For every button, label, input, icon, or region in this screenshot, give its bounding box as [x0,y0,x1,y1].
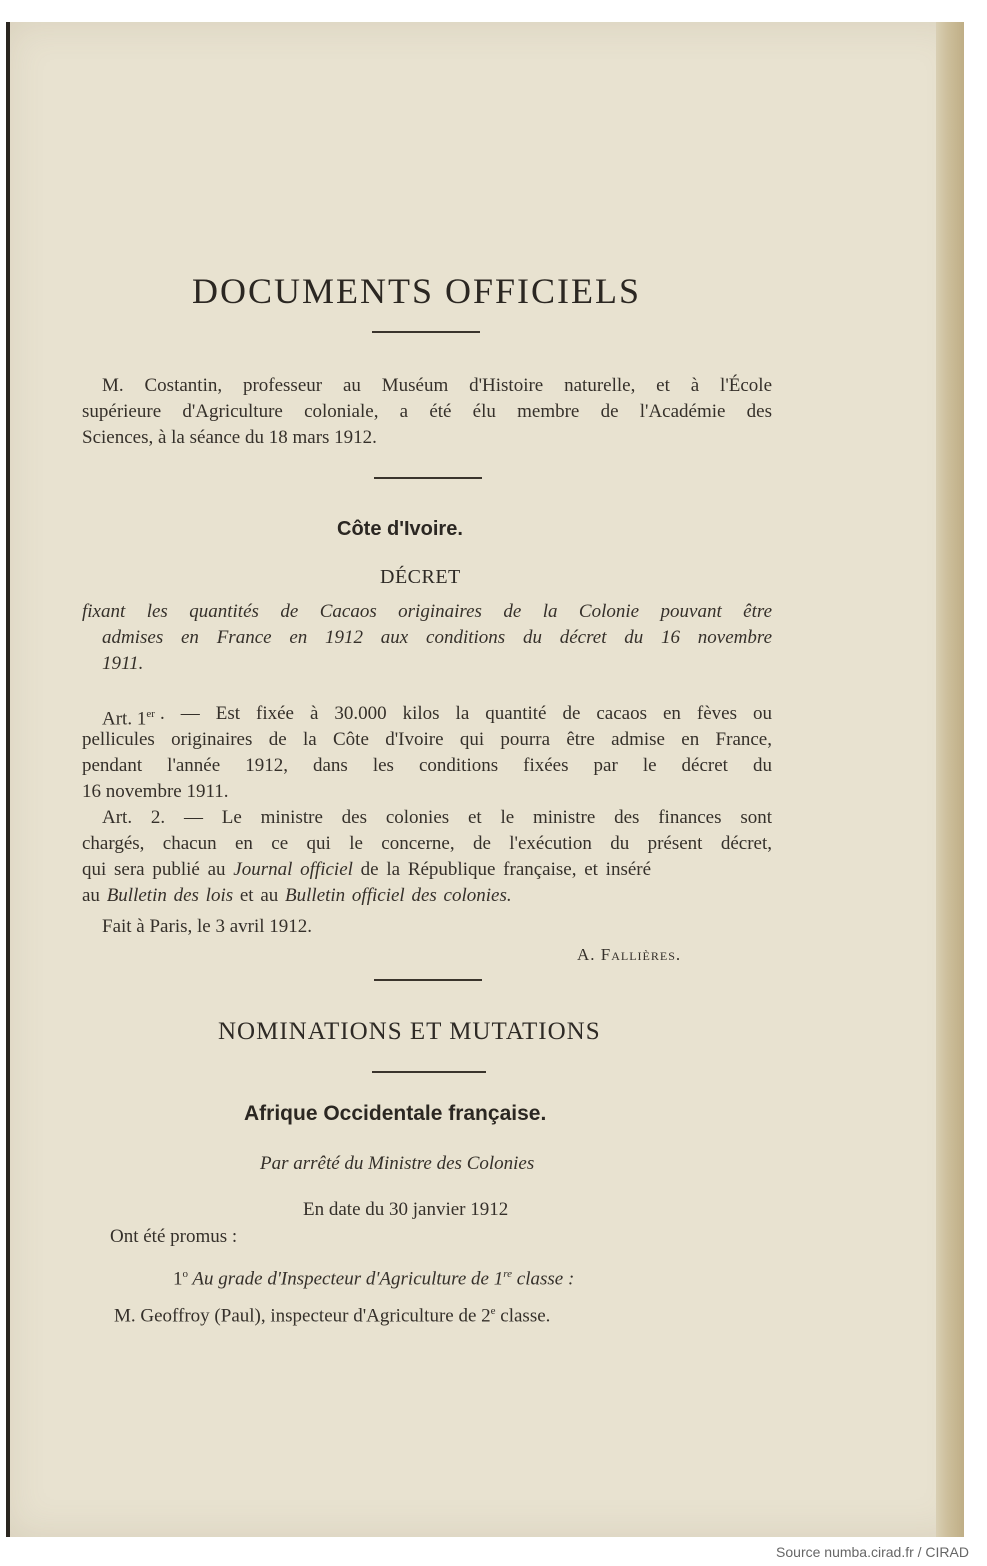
intro-line-1: M. Costantin, professeur au Muséum d'Histoire naturelle, et à l'École [102,375,772,396]
intro-line-2: supérieure d'Agriculture coloniale, a été élu membre de l'Académie des [82,401,772,422]
article-1-label: Art. 1er [102,708,155,730]
nominations-grade: 1$^o$ Au grade d'Inspecteur d'Agriculture de 1re classe : [173,1268,575,1290]
section-divider-2 [374,979,482,981]
nominations-person: M. Geoffroy (Paul), inspecteur d'Agriculture de 2e classe. [114,1305,551,1327]
page-binding-edge [6,22,10,1537]
intro-line-3: Sciences, à la séance du 18 mars 1912. [82,427,377,448]
decree-heading: DÉCRET [380,566,461,588]
decree-signature: A. Fallières. [577,945,682,964]
source-credit: Source numba.cirad.fr / CIRAD [776,1544,969,1560]
decree-place-date: Fait à Paris, le 3 avril 1912. [102,916,313,937]
article-2-line-3: qui sera publié au Journal officiel de la République française, et inséré [82,859,652,880]
article-2-line-2: chargés, chacun en ce qui le concerne, de l'exécution du présent décret, [82,833,772,854]
nominations-authority: Par arrêté du Ministre des Colonies [260,1153,535,1174]
title-divider [372,331,480,333]
article-1-line-2: pellicules originaires de la Côte d'Ivoire qui pourra être admise en France, [82,729,772,750]
article-2-line-1: Art. 2. — Le ministre des colonies et le ministre des finances sont [102,807,772,828]
nominations-title: NOMINATIONS ET MUTATIONS [218,1018,601,1045]
article-2-line-4: au Bulletin des lois et au Bulletin officiel des colonies. [82,885,512,906]
nominations-promoted: Ont été promus : [110,1226,238,1247]
decree-subtitle-line-3: 1911. [102,653,144,674]
nominations-divider [372,1071,486,1073]
page-title: DOCUMENTS OFFICIELS [192,271,642,311]
decree-subtitle-line-1: fixant les quantités de Cacaos originaires de la Colonie pouvant être [82,601,772,622]
nominations-region: Afrique Occidentale française. [244,1102,547,1125]
decree-region: Côte d'Ivoire. [337,518,463,540]
decree-subtitle-line-2: admises en France en 1912 aux conditions du décret du 16 novembre [102,627,772,648]
nominations-date: En date du 30 janvier 1912 [303,1199,509,1220]
article-1-line-1: . — Est fixée à 30.000 kilos la quantité de cacaos en fèves ou [160,703,772,724]
article-1-line-4: 16 novembre 1911. [82,781,229,802]
article-1-line-3: pendant l'année 1912, dans les conditions fixées par le décret du [82,755,772,776]
page-fore-edge [936,22,964,1537]
section-divider-1 [374,477,482,479]
